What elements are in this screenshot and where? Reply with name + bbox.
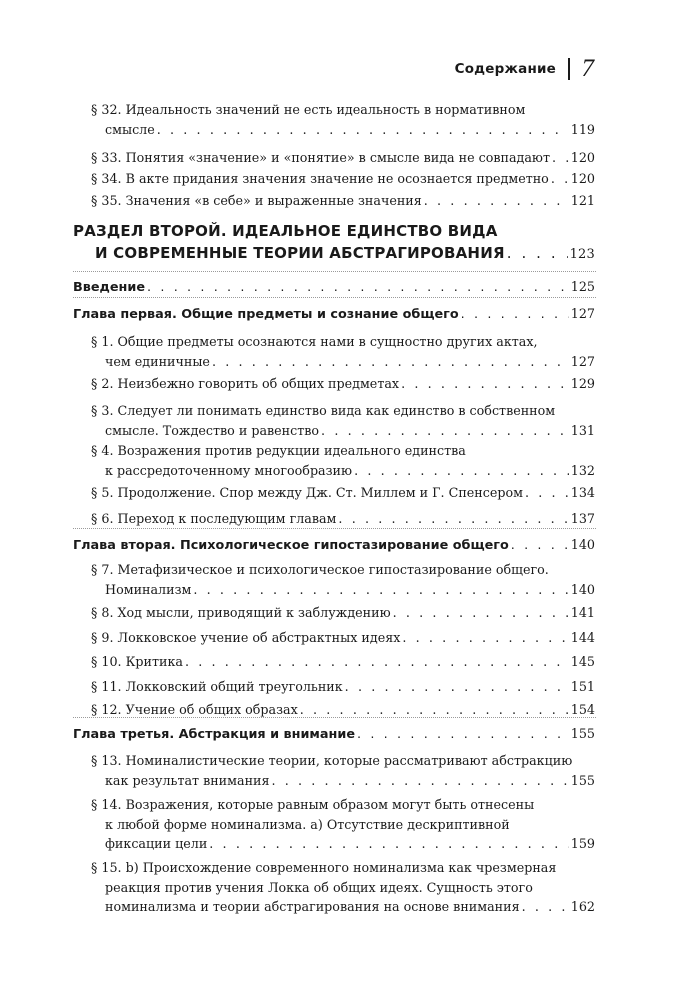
entry-title-line: § 13. Номиналистические теории, которые рассматривают абстракцию: [91, 753, 573, 768]
toc-chapter-entry: [73, 535, 595, 556]
entry-page-number: 119: [570, 121, 595, 137]
toc-section-entry: [91, 652, 595, 672]
entry-page-number: 145: [570, 654, 595, 669]
toc-section-entry: [91, 560, 595, 599]
dot-leader: [522, 897, 569, 917]
entry-page-number: 129: [570, 376, 595, 391]
dot-leader: [393, 603, 569, 623]
entry-title-line: § 4. Возражения против редукции идеального единства: [91, 443, 466, 458]
toc-section-entry: [91, 401, 595, 440]
entry-title-line: § 34. В акте придания значения значение не осознается предметно: [91, 171, 549, 186]
entry-title-line: § 14. Возражения, которые равным образом могут быть отнесены: [91, 797, 535, 812]
entry-page-number: 131: [570, 422, 595, 438]
toc-section-entry: [91, 483, 595, 503]
toc-chapter-entry: [73, 724, 595, 745]
entry-title-line: § 5. Продолжение. Спор между Дж. Ст. Миллем и Г. Спенсером: [91, 485, 523, 500]
entry-title-line: фиксации цели: [105, 836, 208, 852]
dot-leader: [321, 421, 569, 441]
dot-leader: [507, 242, 568, 264]
toc-section-entry: [91, 603, 595, 623]
toc-section-entry: [91, 751, 595, 790]
entry-page-number: 162: [570, 899, 595, 915]
entry-title-line: § 9. Локковское учение об абстрактных идеях: [91, 630, 401, 645]
dot-leader: [401, 374, 569, 394]
entry-page-number: 127: [570, 353, 595, 369]
entry-page-number: 137: [570, 511, 595, 526]
dot-leader: [461, 305, 569, 325]
toc-section-entry: [91, 374, 595, 394]
toc-chapter-entry: [73, 304, 595, 325]
toc-section-entry: [91, 100, 595, 139]
section-divider: [73, 297, 596, 298]
entry-title-line: Глава вторая. Психологическое гипостазирование общего: [73, 538, 509, 553]
toc-section-entry: [91, 148, 595, 168]
dot-leader: [511, 536, 569, 556]
dot-leader: [271, 771, 568, 791]
dot-leader: [424, 191, 569, 211]
entry-page-number: 121: [570, 193, 595, 208]
entry-page-number: 140: [570, 581, 595, 597]
entry-page-number: 123: [569, 247, 595, 262]
toc-section-entry: [91, 509, 595, 529]
entry-page-number: 132: [570, 462, 595, 478]
entry-title-line: § 7. Метафизическое и психологическое гипостазирование общего.: [91, 562, 549, 577]
toc-section-entry: [91, 677, 595, 697]
dot-leader: [357, 725, 569, 745]
toc-section-entry: [91, 441, 595, 480]
entry-page-number: 127: [570, 306, 595, 321]
entry-title-line: как результат внимания: [105, 772, 270, 788]
entry-title-line: смысле. Тождество и равенство: [105, 422, 320, 438]
entry-title-line: § 11. Локковский общий треугольник: [91, 679, 343, 694]
entry-page-number: 134: [570, 485, 595, 500]
toc-chapter-entry: [73, 277, 595, 298]
entry-title-line: Глава первая. Общие предметы и сознание общего: [73, 307, 459, 322]
entry-page-number: 141: [570, 605, 595, 620]
entry-title-line: к рассредоточенному многообразию: [105, 462, 353, 478]
page-number: 7: [581, 55, 594, 82]
entry-title-line: к любой форме номинализма. а) Отсутствие дескриптивной: [105, 816, 510, 832]
toc-section-entry: [91, 191, 595, 211]
running-header: [455, 56, 594, 81]
dot-leader: [157, 120, 569, 140]
toc-part-entry: [73, 220, 595, 266]
section-divider: [73, 271, 596, 272]
dot-leader: [551, 169, 569, 189]
toc-section-entry: [91, 858, 595, 917]
entry-title-line: § 6. Переход к последующим главам: [91, 511, 337, 526]
dot-leader: [354, 461, 569, 481]
entry-page-number: 155: [570, 726, 595, 741]
entry-page-number: 154: [570, 702, 595, 717]
entry-title-line: § 15. b) Происхождение современного номинализма как чрезмерная: [91, 860, 557, 875]
entry-title-line: Номинализм: [105, 581, 192, 597]
entry-title-line: чем единичные: [105, 353, 210, 369]
toc-section-entry: [91, 628, 595, 648]
entry-title-line: И СОВРЕМЕННЫЕ ТЕОРИИ АБСТРАГИРОВАНИЯ: [95, 244, 505, 262]
entry-page-number: 155: [570, 772, 595, 788]
entry-title-line: § 10. Критика: [91, 654, 183, 669]
entry-page-number: 144: [570, 630, 595, 645]
running-header-title: Содержание: [454, 60, 556, 77]
entry-title-line: Глава третья. Абстракция и внимание: [73, 727, 356, 742]
dot-leader: [345, 677, 569, 697]
toc-section-entry: [91, 169, 595, 189]
entry-page-number: 120: [570, 150, 595, 165]
entry-title-line: § 33. Понятия «значение» и «понятие» в смысле вида не совпадают: [91, 150, 550, 165]
dot-leader: [193, 580, 568, 600]
entry-title-line: Введение: [73, 280, 146, 295]
dot-leader: [209, 834, 569, 854]
entry-page-number: 125: [570, 279, 595, 294]
entry-title-line: реакция против учения Локка об общих идеях. Сущность этого: [105, 879, 533, 895]
entry-title-line: § 32. Идеальность значений не есть идеальность в нормативном: [91, 102, 526, 117]
entry-title-line: § 8. Ход мысли, приводящий к заблуждению: [91, 605, 391, 620]
entry-page-number: 159: [570, 836, 595, 852]
entry-title-line: § 1. Общие предметы осознаются нами в сущностно других актах,: [91, 334, 538, 349]
entry-title-line: смысле: [105, 121, 155, 137]
dot-leader: [552, 148, 569, 168]
dot-leader: [147, 278, 569, 298]
entry-page-number: 120: [570, 171, 595, 186]
entry-title-line: § 35. Значения «в себе» и выраженные значения: [91, 193, 422, 208]
entry-page-number: 151: [570, 679, 595, 694]
dot-leader: [185, 652, 569, 672]
entry-title-line: § 3. Следует ли понимать единство вида как единство в собственном: [91, 403, 556, 418]
entry-title-line: § 12. Учение об общих образах: [91, 702, 298, 717]
toc-section-entry: [91, 332, 595, 371]
entry-title-line: номинализма и теории абстрагирования на основе внимания: [105, 899, 520, 915]
dot-leader: [525, 483, 569, 503]
dot-leader: [338, 509, 568, 529]
dot-leader: [212, 352, 569, 372]
section-divider: [73, 528, 596, 529]
header-divider: [568, 58, 570, 80]
entry-title-line: РАЗДЕЛ ВТОРОЙ. ИДЕАЛЬНОЕ ЕДИНСТВО ВИДА: [73, 222, 498, 240]
section-divider: [73, 717, 596, 718]
dot-leader: [402, 628, 568, 648]
entry-page-number: 140: [570, 537, 595, 552]
toc-section-entry: [91, 795, 595, 854]
entry-title-line: § 2. Неизбежно говорить об общих предметах: [91, 376, 400, 391]
